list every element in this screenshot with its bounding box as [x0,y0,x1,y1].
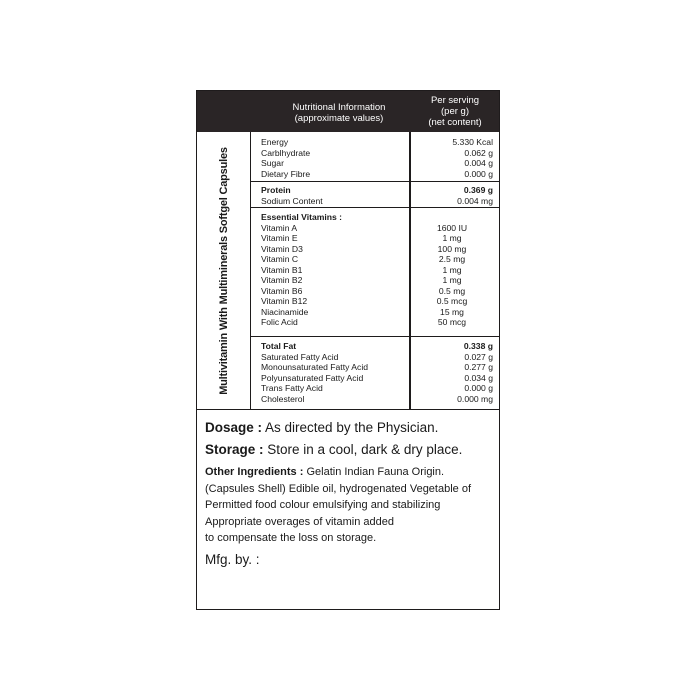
table-row: Cholesterol 0.000 mg [261,393,493,404]
table-row: Folic Acid 50 mcg [261,317,467,327]
table-row: Carblhydrate 0.062 g [261,147,493,158]
table-row: Vitamin E 1 mg [261,233,462,243]
table-row: Vitamin C 2.5 mg [261,254,466,264]
storage-line [205,442,462,457]
dosage-line [205,420,438,435]
section-vitamins [251,208,499,337]
table-row: Saturated Fatty Acid 0.027 g [261,351,493,362]
section-fats [251,337,499,409]
table-row: Vitamin A 1600 IU [261,222,468,233]
header-per-serving: Per serving (per g) (net content) [428,95,482,128]
storage-label: Storage : [205,442,264,457]
table-row: Sodium Content 0.004 mg [261,195,493,206]
table-row: Protein 0.369 g [261,185,493,195]
product-name-column [197,132,251,409]
section-protein [251,182,499,208]
storage-text: Store in a cool, dark & dry place. [267,442,463,457]
table-row: Vitamin B2 1 mg [261,275,462,285]
manufacturer-line: Mfg. by. : [205,552,260,567]
table-row: Vitamin B12 0.5 mcg [261,296,468,306]
table-row: Sugar 0.004 g [261,158,493,168]
label-footer [197,409,499,567]
nutrition-table [251,132,499,409]
table-row: Dietary Fibre 0.000 g [261,168,493,179]
dosage-text: As directed by the Physician. [265,420,439,435]
section-energy [251,132,499,182]
table-row: Vitamin B6 0.5 mg [261,285,466,296]
product-name: Multivitamin With Multiminerals Softgel Capsules [217,146,230,395]
table-row: Trans Fatty Acid 0.000 g [261,383,493,393]
other-ingredients-label: Other Ingredients : [205,466,304,478]
header-nutritional-info: Nutritional Information (approximate values) [292,102,386,124]
table-row: Polyunsaturated Fatty Acid 0.034 g [261,372,493,383]
nutrition-label-card [196,90,500,610]
table-row: Niacinamide 15 mg [261,306,464,317]
section-title: Essential Vitamins : [261,212,343,222]
table-row: Monounsaturated Fatty Acid 0.277 g [261,362,493,372]
table-row: Total Fat 0.338 g [261,341,493,351]
dosage-label: Dosage : [205,420,263,435]
table-row: Vitamin B1 1 mg [261,264,462,275]
table-row: Vitamin D3 100 mg [261,243,467,254]
other-ingredients: Other Ingredients : Gelatin Indian Fauna Origin. (Capsules Shell) Edible oil, hydrogenated Vegetable of Permitted food colour emulsifying and stabilizing Appropriate overages of vitamin added to compensate the loss on storage. [205,466,472,544]
table-row: Energy 5.330 Kcal [261,137,493,147]
table-header [197,91,499,132]
